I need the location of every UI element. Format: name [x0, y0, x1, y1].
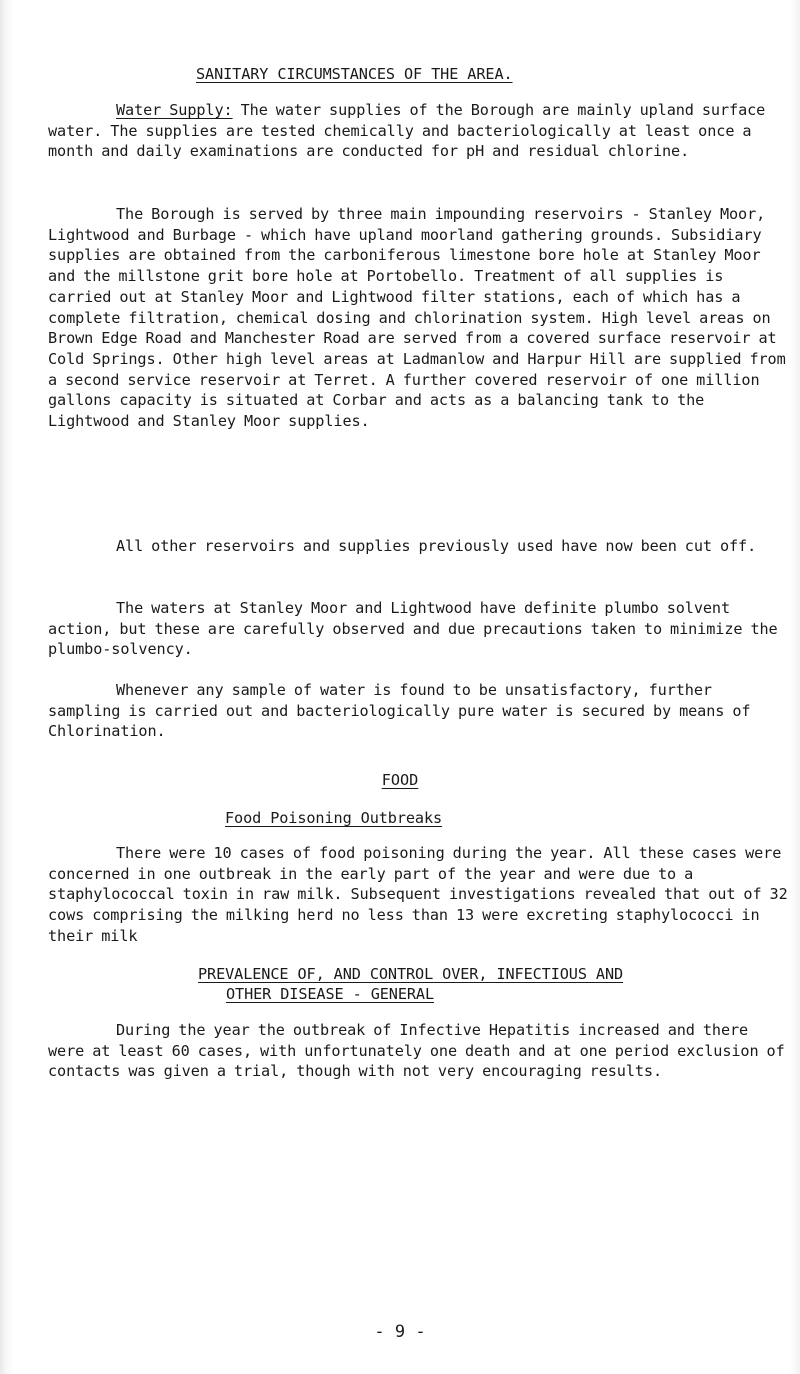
food-poisoning-text: There were 10 cases of food poisoning during the year. All these cases were concerned in one outbreak in the early part of the year and were due to a staphylococcal toxin in raw milk. Subsequent investigations revealed that out of 32 cows comprising the milking herd no less than 13 were excreting staphylococci in their milk — [48, 844, 788, 945]
hepatitis-text: During the year the outbreak of Infective Hepatitis increased and there were at least 60 cases, with unfortunately one death and at one period exclusion of contacts was given a trial, though with not very encouraging results. — [48, 1021, 785, 1081]
hepatitis-paragraph — [48, 1020, 788, 1082]
food-poisoning-paragraph — [48, 843, 788, 947]
food-poisoning-subheading: Food Poisoning Outbreaks — [225, 809, 443, 827]
water-supply-text — [48, 100, 788, 162]
section-heading-sanitary: SANITARY CIRCUMSTANCES OF THE AREA. — [196, 65, 513, 83]
infectious-heading-line2: OTHER DISEASE - GENERAL — [226, 985, 435, 1003]
cut-off-text: All other reservoirs and supplies previously used have now been cut off. — [116, 537, 757, 555]
chlorination-paragraph — [48, 680, 788, 742]
reservoirs-paragraph — [48, 204, 788, 432]
page-number: - 9 - — [374, 1322, 426, 1342]
plumbo-solvency-text: The waters at Stanley Moor and Lightwood have definite plumbo solvent action, but these are carefully observed and due precautions taken to minimize the plumbo-solvency. — [48, 599, 778, 659]
water-supply-paragraph — [48, 100, 788, 162]
food-heading: FOOD — [381, 771, 419, 789]
plumbo-solvency-paragraph — [48, 598, 788, 660]
chlorination-text: Whenever any sample of water is found to be unsatisfactory, further sampling is carried out and bacteriologically pure water is secured by means of Chlorination. — [48, 681, 751, 741]
infectious-heading-line1: PREVALENCE OF, AND CONTROL OVER, INFECTIOUS AND — [198, 965, 624, 983]
water-supply-label: Water Supply: — [116, 101, 233, 119]
water-supply-body: The water supplies of the Borough are mainly upland surface water. The supplies are tested chemically and bacteriologically at least once a month and daily examinations are conducted for pH and residual chlorine. — [48, 101, 766, 161]
reservoirs-text: The Borough is served by three main impounding reservoirs - Stanley Moor, Lightwood and Burbage - which have upland moorland gathering grounds. Subsidiary supplies are obtained from the carboniferous limestone bore hole at Stanley Moor and the millstone grit bore hole at Portobello. Treatment of all supplies is carried out at Stanley Moor and Lightwood filter stations, each of which has a complete filtration, chemical dosing and chlorination system. High level areas on Brown Edge Road and Manchester Road are served from a covered surface reservoir at Cold Springs. Other high level areas at Ladmanlow and Harpur Hill are supplied from a second service reservoir at Terret. A further covered reservoir of one million gallons capacity is situated at Corbar and acts as a balancing tank to the Lightwood and Stanley Moor supplies. — [48, 205, 786, 431]
cut-off-paragraph — [48, 536, 788, 557]
